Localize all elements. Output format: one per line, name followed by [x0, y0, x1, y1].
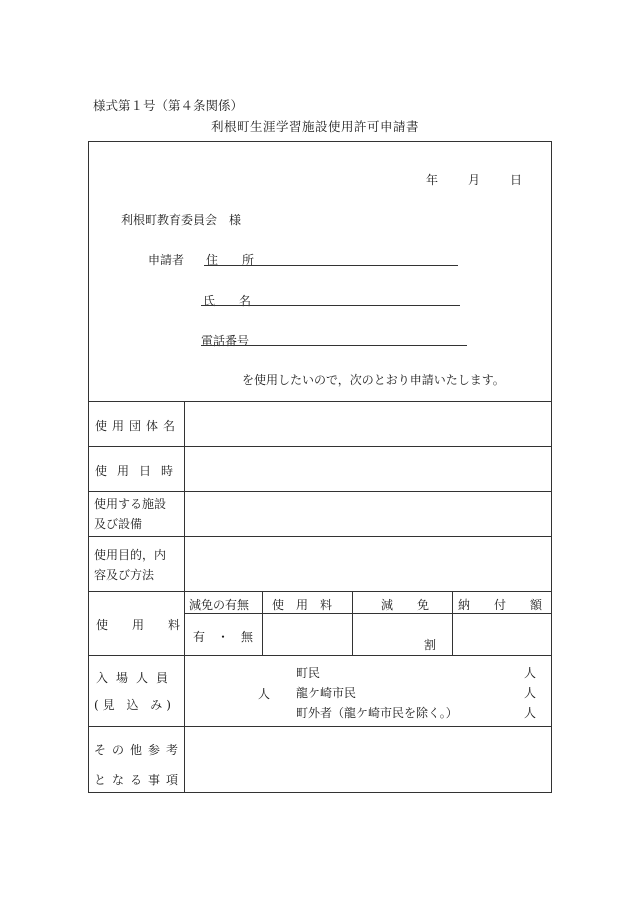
attendance-category-label: 龍ケ崎市民 — [296, 686, 357, 700]
attendance-total-unit: 人 — [258, 687, 271, 701]
purpose-field[interactable] — [186, 538, 550, 589]
form-number: 様式第１号（第４条関係） — [93, 98, 244, 113]
group-name-label: 使用団体名 — [95, 419, 181, 433]
exemption-header: 減免の有無 — [189, 598, 250, 612]
other-label-line1: その他参考 — [94, 743, 185, 757]
attendance-category-unit: 人 — [524, 706, 537, 720]
address-field[interactable] — [204, 265, 458, 266]
reduction-unit: 割 — [424, 638, 437, 652]
request-text: を使用したいので，次のとおり申請いたします。 — [242, 373, 505, 387]
date-month-label: 月 — [468, 173, 481, 187]
phone-label: 電話番号 — [201, 334, 250, 348]
group-name-field[interactable] — [186, 403, 550, 444]
attendance-label-line1: 入場人員 — [96, 671, 177, 685]
date-year-label: 年 — [426, 173, 439, 187]
address-label: 住 所 — [206, 253, 255, 267]
attendance-category-unit: 人 — [524, 666, 537, 680]
name-field[interactable] — [201, 305, 460, 306]
applicant-label: 申請者 — [148, 253, 185, 267]
purpose-label-line2: 容及び方法 — [94, 568, 155, 582]
payment-amount-field[interactable] — [454, 615, 550, 653]
fee-amount-field[interactable] — [264, 615, 350, 653]
name-label: 氏 名 — [203, 294, 252, 308]
datetime-field[interactable] — [186, 448, 550, 489]
facility-field[interactable] — [186, 493, 550, 534]
fee-label: 使 用 料 — [96, 618, 187, 632]
payment-header: 納 付 額 — [458, 598, 543, 612]
addressee: 利根町教育委員会 様 — [121, 213, 242, 227]
date-day-label: 日 — [510, 173, 523, 187]
exemption-choice[interactable]: 有 ・ 無 — [193, 630, 254, 644]
reduction-header: 減 免 — [381, 598, 430, 612]
other-label-line2: となる事項 — [94, 773, 185, 787]
facility-label-line2: 及び設備 — [94, 517, 143, 531]
fee-header: 使 用 料 — [272, 598, 333, 612]
attendance-category-unit: 人 — [524, 686, 537, 700]
facility-label-line1: 使用する施設 — [94, 497, 167, 511]
form-title: 利根町生涯学習施設使用許可申請書 — [210, 119, 419, 134]
attendance-category-label: 町民 — [296, 666, 321, 680]
other-notes-field[interactable] — [186, 728, 550, 791]
attendance-category-label: 町外者（龍ケ崎市民を除く。） — [296, 706, 458, 720]
purpose-label-line1: 使用目的，内 — [94, 548, 167, 562]
phone-field[interactable] — [201, 345, 467, 346]
attendance-label-line2: (見 込 み) — [94, 698, 175, 712]
datetime-label: 使用日時 — [95, 464, 184, 478]
